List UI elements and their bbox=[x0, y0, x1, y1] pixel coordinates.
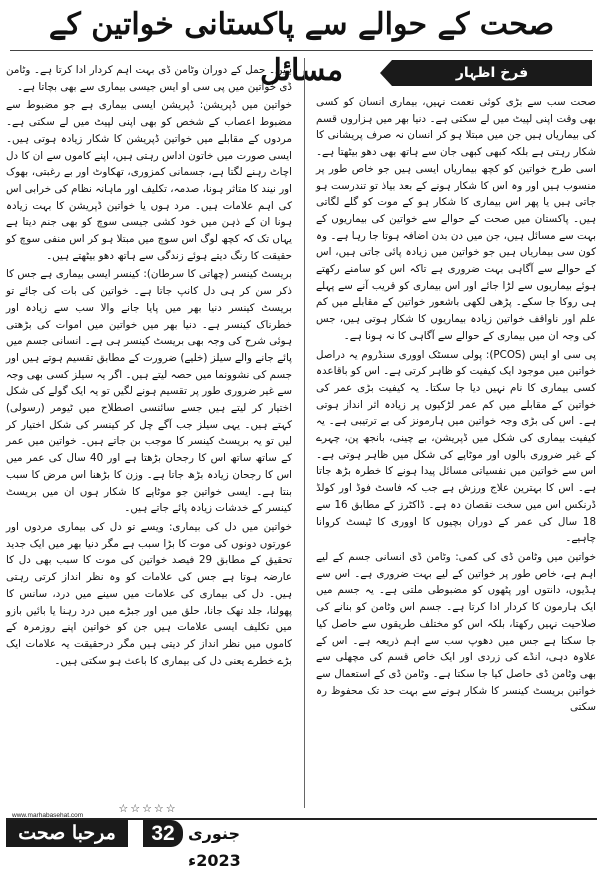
intro-paragraph: صحت سب سے بڑی کوئی نعمت نہیں، بیماری انسان کو کسی بھی وقت اپنی لپیٹ میں لے سکتی ہے۔ دنیا بھر میں ہزاروں قسم کی بیماریاں ہیں جن میں مبتلا ہو کر انسان نہ صرف پریشانی کا شکار رہتی ہے بلکہ کبھی کبھی جان سے ہاتھ بھی دھو بیٹھتا ہے۔ اسی طرح خواتین کو کچھ بیماریاں ایسی ہیں جو خاص طور پر منسوب ہیں اور وہ اس کا شکار ہونے کے بعد بیاذ تو تندرست ہو جاتی ہیں یا پھر اس بیماری کا شکار ہو کے موت کو گلے لگاتی ہیں۔ پاکستان میں صحت کے حوالے سے خواتین کی بیماریوں کے بہت سے مسائل ہیں، جن میں دن بدن اضافہ ہوتا جا رہا ہے۔ وہ کون سی بیماریاں ہیں جو خواتین میں زیادہ پائی جاتی ہیں، اس کے حوالے سے آگاہی بہت ضروری ہے تاکہ اس کو سامنے رکھتے ہوئے بیماریوں سے لڑا جائے اور اس بیماری کو قریب آنے سے پہلے ہی روکا جا سکے۔ پڑھی لکھی باشعور خواتین کے مقابلے میں کم علم اور ناواقف خواتین زیادہ بیماریوں کا شکار ہوتی ہیں، جس کی وجہ ان میں بیماری کے حوالے سے آگاہی کا نہ ہونا ہے۔ bbox=[316, 96, 596, 342]
website-url: www.marhabasehat.com bbox=[12, 812, 84, 819]
vitamin-d-continued-paragraph: ہیں۔ حمل کے دوران وٹامن ڈی بہت اہم کردار ادا کرتا ہے۔ وٹامن ڈی خواتین میں پی سی او ایس جیسی بیماری سے بھی بچاتا ہے۔ bbox=[6, 64, 292, 93]
title-divider bbox=[10, 50, 593, 51]
magazine-logo: مرحبا صحت bbox=[6, 820, 128, 847]
article-column-left bbox=[6, 62, 292, 802]
page-title: صحت کے حوالے سے پاکستانی خواتین کے مسائل bbox=[48, 7, 555, 88]
page-footer bbox=[0, 812, 603, 870]
end-stars: ☆☆☆☆☆ bbox=[118, 802, 178, 815]
issue-date: جنوری 2023ء bbox=[188, 824, 241, 870]
author-badge: فرخ اظہار bbox=[392, 60, 592, 86]
pcos-paragraph: پی سی او ایس (PCOS): پولی سسٹک اووری سنڈروم یہ دراصل خواتین میں موجود ایک کیفیت کو ظاہر کرتی ہے۔ اس کو باقاعدہ کسی بیماری کا نام نہیں دیا جا سکتا۔ یہ کیفیت بڑی عمر کی خواتین کے مقابلے میں کم عمر لڑکیوں پر زیادہ اثر انداز ہوتی ہے۔ اس کی بڑی وجہ خواتین میں ہارمونز کی بے ترتیبی ہے۔ یہ کیفیت بیماری کی شکل میں ڈپریشن، بے چینی، بانجھ پن، چہرے کے غیر ضروری بالوں اور موٹاپے کی شکل میں ظاہر ہوتی ہے۔ اس سے خواتین میں نفسیاتی مسائل پیدا ہونے کا خطرہ بڑھ جاتا ہے۔ اس کا بہترین علاج ورزش ہے جب کہ فاسٹ فوڈ اور کولڈ ڈرنکس اس میں سخت نقصان دہ ہے۔ ڈاکٹرز کے مطابق 16 سے 18 سال کی عمر کے دوران بچیوں کا اووری کا ٹیسٹ کروانا چاہیے۔ bbox=[315, 348, 596, 545]
page-number: 32 bbox=[143, 820, 183, 847]
column-divider bbox=[304, 58, 305, 808]
article-column-right bbox=[316, 94, 596, 804]
breast-cancer-paragraph: بریسٹ کینسر (چھاتی کا سرطان): کینسر ایسی بیماری ہے جس کا ذکر سن کر ہی دل کانپ جاتا ہے۔ خواتین کی بات کی جائے تو بریسٹ کینسر دنیا بھر میں پایا جانے والا سب سے زیادہ اور خطرناک کینسر ہے۔ دنیا بھر میں خواتین میں اموات کی بڑھتی ہوئی شرح کی وجہ بھی بریسٹ کینسر ہی ہے۔ انسانی جسم میں پائے جانے والے سیلز (خلیے) ضرورت کے مطابق تقسیم ہوتے ہیں اور جسم کی نشوونما میں حصہ لیتے ہیں۔ اگر یہ سیلز کسی بھی وجہ سے غیر ضروری طور پر تقسیم ہونے لگیں تو یہ ایک گولے کی شکل اختیار کر لیتے ہیں جسے سائنسی اصطلاح میں ٹیومر (رسولی) کہتے ہیں۔ یہی سیلز جب آگے چل کر کینسر کی شکل اختیار کر لیں تو یہ بریسٹ کینسر کا موجب بن جاتے ہیں۔ خواتین میں عمر کے ساتھ ساتھ اس کا رجحان بڑھتا ہے اور 40 سال کی عمر میں اس کا رجحان زیادہ بڑھ جاتا ہے۔ وزن کا بڑھنا اس مرض کا سبب بنتا ہے۔ ایسی خواتین جو موٹاپے کا شکار ہوں ان میں بریسٹ کینسر کے خدشات زیادہ پائے جاتے ہیں۔ bbox=[6, 268, 293, 515]
depression-paragraph: خواتین میں ڈپریشن: ڈپریشن ایسی بیماری ہے جو مضبوط سے مضبوط اعصاب کے شخص کو بھی اپنی لپیٹ میں لے سکتی ہے۔ مردوں کے مقابلے میں خواتین ڈپریشن کا شکار زیادہ ہوتی ہیں۔ ایسی صورت میں خاتون اداس رہتی ہیں، اپنے کاموں سے ان کا دل اچاٹ رہنے لگتا ہے، جسمانی کمزوری، تھکاوٹ اور بے رغبتی، بھوک اور نیند کا متاثر ہونا، صدمہ، تکلیف اور ماہانہ نظام کی خرابی اس کی اہم علامات ہیں۔ مرد ہوں یا خواتین ڈپریشن کا بہت زیادہ ہونا ان کے ذہن میں خود کشی جیسی سوچ کو بھی جنم دیتا ہے یہاں تک کہ کچھ لوگ اس سوچ میں مبتلا ہو کر اس منفی سوچ کو حقیقت کا رنگ دیتے ہوئے زندگی سے ہاتھ دھو بیٹھتے ہیں۔ bbox=[6, 99, 292, 262]
vitamin-d-paragraph: خواتین میں وٹامن ڈی کی کمی: وٹامن ڈی انسانی جسم کے لیے اہم ہے، خاص طور پر خواتین کے لیے بہت ضروری ہے۔ اس سے ہڈیوں، دانتوں اور پٹھوں کو مضبوطی ملتی ہے۔ یہ جسم میں ایک ہارمون کا کردار ادا کرتا ہے۔ جسم اس وٹامن کو بنانے کی صلاحیت نہیں رکھتا، بلکہ اس کو مختلف طریقوں سے حاصل کیا جا سکتا ہے جس میں دھوپ سب سے اہم ذریعہ ہے۔ اس کے علاوہ دہی، انڈے کی زردی اور ایک خاص قسم کی مچھلی سے بھی وٹامن ڈی حاصل کیا جا سکتا ہے۔ وٹامن ڈی کے استعمال سے خواتین بریسٹ کینسر کا شکار ہونے سے بہت حد تک محفوظ رہ سکتی bbox=[316, 550, 596, 714]
heart-disease-paragraph: خواتین میں دل کی بیماری: ویسے تو دل کی بیماری مردوں اور عورتوں دونوں کی موت کا بڑا سبب ہے مگر دنیا بھر میں ایک جدید تحقیق کے مطابق 29 فیصد خواتین کی موت کا سبب بھی دل کا عارضہ ہوتا ہے جس کی علامات کو وہ نظر انداز کرتی رہتی ہیں۔ دل کی بیماری کی علامات میں سینے میں درد، سانس کا پھولنا، جلد تھک جانا، حلق میں اور جبڑے میں درد رہنا یا بائیں بازو میں تکلیف ایسی علامات ہیں جن کو خواتین اپنے روزمرہ کے کاموں میں نظر انداز کر دیتی ہیں مگر درحقیقت یہ علامات ایک بڑے خطرے یعنی دل کی بیماری کا باعث ہو سکتی ہیں۔ bbox=[6, 520, 292, 667]
